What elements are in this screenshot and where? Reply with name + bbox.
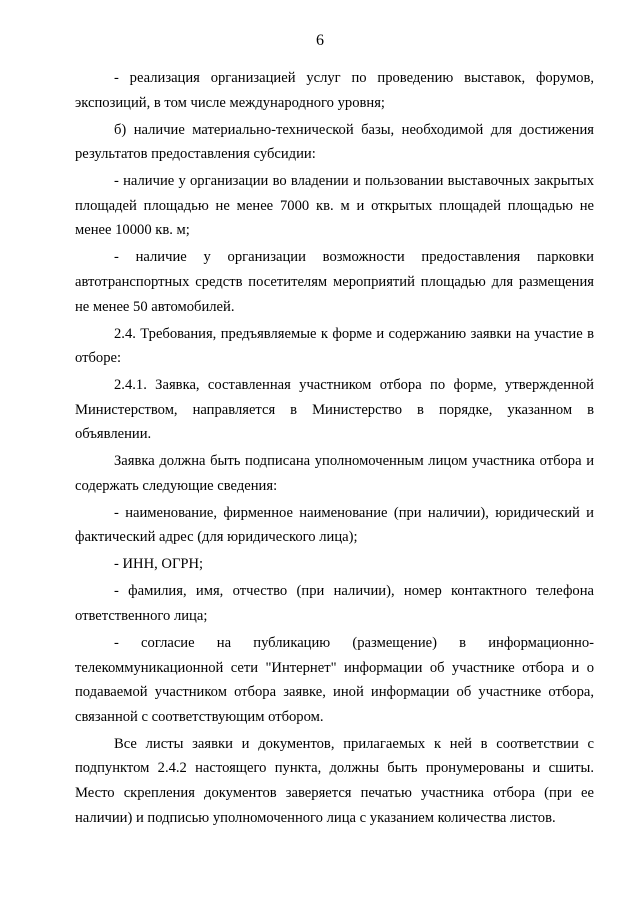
paragraph-section-2-4: 2.4. Требования, предъявляемые к форме и содержанию заявки на участие в отборе: [75, 325, 594, 367]
paragraph-exhibitions: - реализация организацией услуг по проведению выставок, форумов, экспозиций, в том числе международного уровня; [75, 70, 594, 111]
paragraph-binding-requirements: Все листы заявки и документов, прилагаемых к ней в соответствии с подпунктом 2.4.2 настоящего пункта, должны быть пронумерованы и сшиты. Место скрепления документов заверяется печатью участника отбора (при ее наличии) и подписью уполномоченного лица с указанием количества листов. [75, 735, 594, 826]
paragraph-inn-ogrn: - ИНН, ОГРН; [114, 556, 204, 573]
page-number: 6 [316, 32, 324, 49]
paragraph-contact-person: - фамилия, имя, отчество (при наличии), номер контактного телефона ответственного лица; [75, 583, 594, 624]
document-body [75, 66, 594, 833]
paragraph-publication-consent: - согласие на публикацию (размещение) в информационно-телекоммуникационной сети "Интернет" информации об участнике отбора и о подаваемой участником отбора заявке, иной информации об участнике отбора, связанной с соответствующим отбором. [75, 634, 594, 725]
paragraph-exhibition-areas: - наличие у организации во владении и пользовании выставочных закрытых площадей площадью не менее 7000 кв. м и открытых площадей площадью не менее 10000 кв. м; [75, 173, 594, 239]
paragraph-parking: - наличие у организации возможности предоставления парковки автотранспортных средств посетителям мероприятий площадью для размещения не менее 50 автомобилей. [75, 249, 594, 315]
paragraph-name-address: - наименование, фирменное наименование (при наличии), юридический и фактический адрес (для юридического лица); [75, 504, 594, 546]
paragraph-signature-requirement: Заявка должна быть подписана уполномоченным лицом участника отбора и содержать следующие сведения: [75, 453, 594, 494]
paragraph-material-base: б) наличие материально-технической базы, необходимой для достижения результатов предоставления субсидии: [75, 121, 594, 163]
paragraph-section-2-4-1: 2.4.1. Заявка, составленная участником отбора по форме, утвержденной Министерством, направляется в Министерство в порядке, указанном в объявлении. [75, 377, 594, 443]
